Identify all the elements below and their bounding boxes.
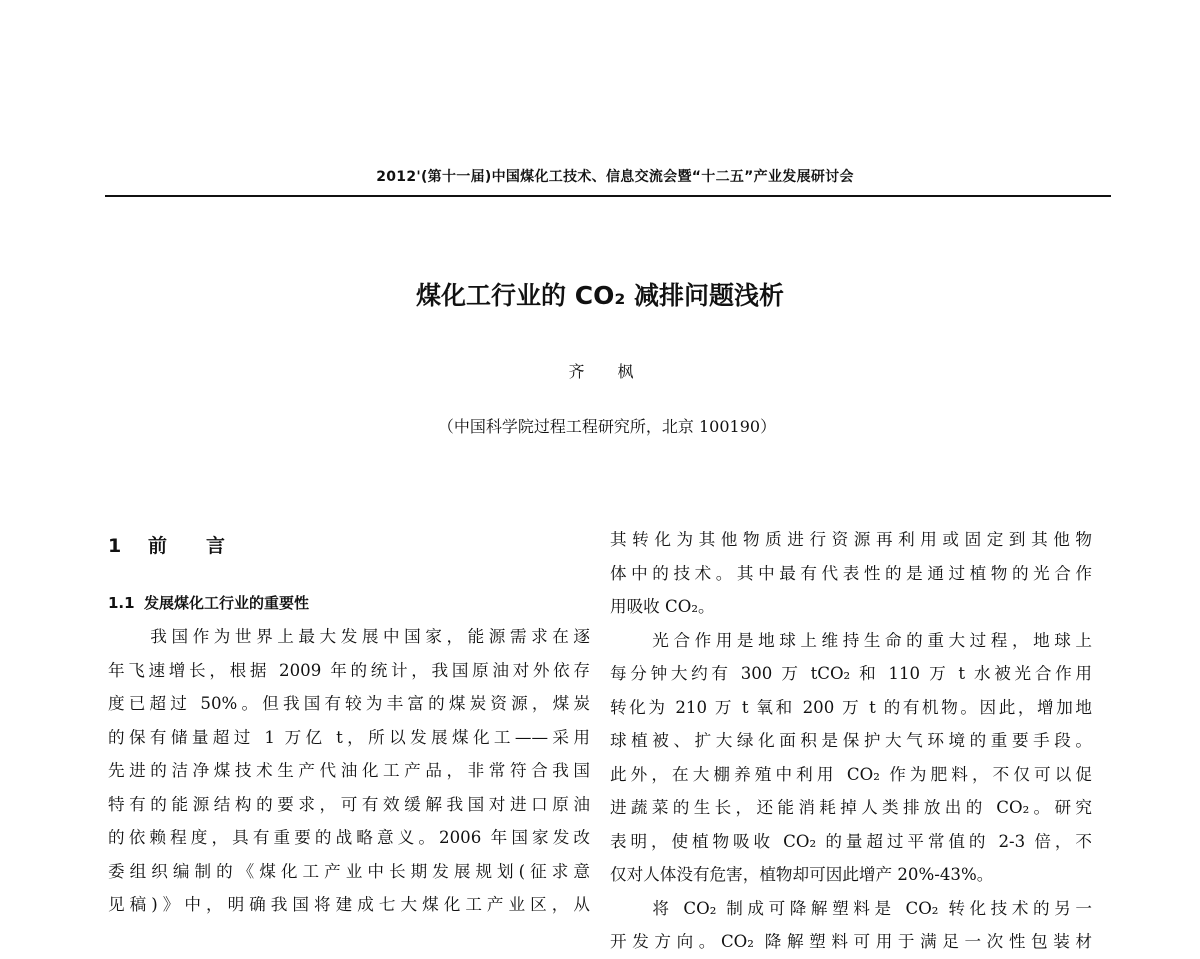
section-title-char: 言 [206,535,226,557]
text-line: 光合作用是地球上维持生命的重大过程，地球上 [610,630,1092,650]
paper-title: 煤化工行业的 CO₂ 减排问题浅析 [416,281,784,310]
text-line: 的依赖程度，具有重要的战略意义。2006 年国家发改 [108,828,590,847]
text-line: 我国作为世界上最大发展中国家，能源需求在逐 [108,627,590,646]
text-line: 转化为 210 万 t 氧和 200 万 t 的有机物。因此，增加地 [610,697,1092,717]
text-line: 体中的技术。其中最有代表性的是通过植物的光合作 [610,563,1092,583]
affiliation: （中国科学院过程工程研究所，北京 100190） [437,417,777,436]
text-line: 度已超过 50%。但我国有较为丰富的煤炭资源，煤炭 [108,694,590,713]
left-column [108,530,590,922]
text-line: 此外，在大棚养殖中利用 CO₂ 作为肥料，不仅可以促 [610,764,1092,784]
section-number: 1 [108,535,122,557]
text-line: 其转化为其他物质进行资源再利用或固定到其他物 [610,530,1092,549]
text-line: 先进的洁净煤技术生产代油化工产品，非常符合我国 [108,761,590,780]
text-line: 开发方向。CO₂ 降解塑料可用于满足一次性包装材 [610,932,1092,951]
text-line: 球植被、扩大绿化面积是保护大气环境的重要手段。 [610,731,1092,750]
text-line: 将 CO₂ 制成可降解塑料是 CO₂ 转化技术的另一 [610,898,1092,918]
running-head: 2012'(第十一届)中国煤化工技术、信息交流会暨“十二五”产业发展研讨会 [376,169,854,185]
text-line: 特有的能源结构的要求，可有效缓解我国对进口原油 [108,794,590,814]
header-rule [105,195,1111,197]
subsection-title: 发展煤化工行业的重要性 [144,594,310,612]
section-heading [108,530,590,563]
text-line: 的保有储量超过 1 万亿 t，所以发展煤化工——采用 [108,727,590,747]
section-title-char: 前 [148,535,168,557]
subsection-heading [108,587,590,620]
text-line: 进蔬菜的生长，还能消耗掉人类排放出的 CO₂。研究 [610,798,1092,817]
right-column [610,523,1092,959]
text-line: 表明，使植物吸收 CO₂ 的量超过平常值的 2-3 倍，不 [610,831,1092,851]
subsection-number: 1.1 [108,594,135,612]
text-line: 委组织编制的《煤化工产业中长期发展规划(征求意 [108,861,590,881]
author: 齐 枫 [568,362,648,381]
text-line: 年飞速增长，根据 2009 年的统计，我国原油对外依存 [108,660,590,680]
text-line: 用吸收 CO₂。 [610,597,715,616]
text-line: 每分钟大约有 300 万 tCO₂ 和 110 万 t 水被光合作用 [610,664,1092,683]
text-line: 仅对人体没有危害，植物却可因此增产 20%-43%。 [610,865,994,884]
text-line: 见稿)》中，明确我国将建成七大煤化工产业区，从 [108,895,590,914]
